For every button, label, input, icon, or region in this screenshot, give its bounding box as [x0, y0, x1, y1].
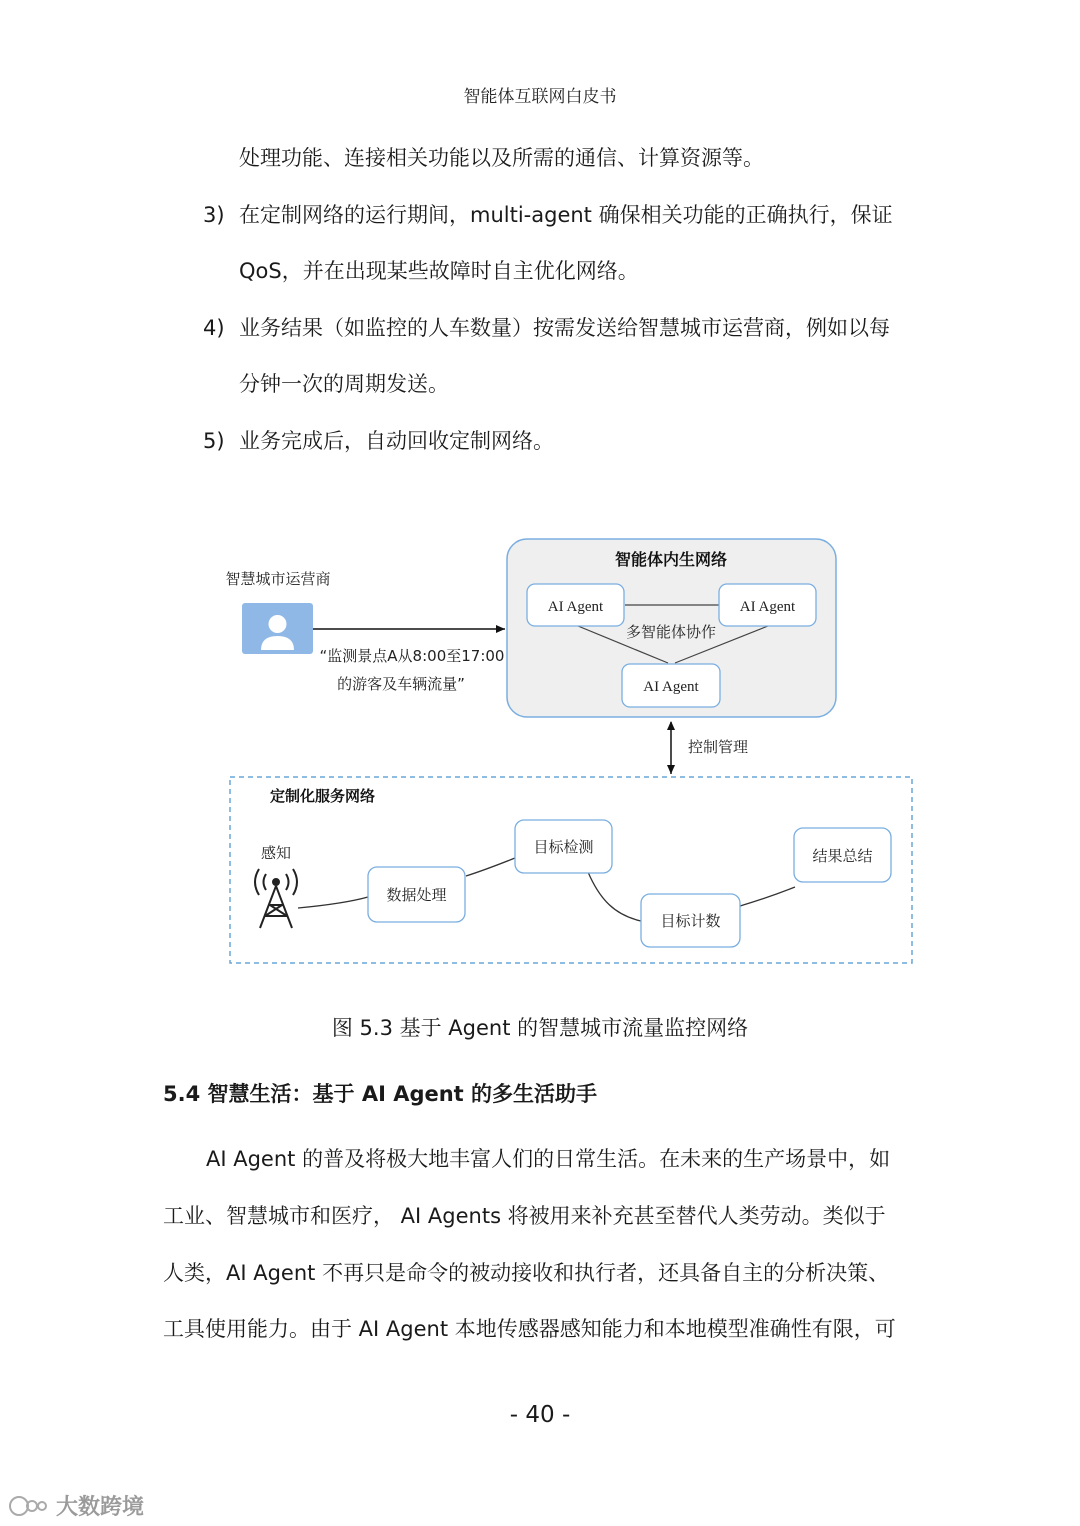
page-number: - 40 - — [509, 1402, 571, 1428]
svg-text:AI Agent: AI Agent — [739, 599, 796, 615]
ai-agent-node-1 — [527, 584, 624, 626]
watermark-logo-icon — [8, 1493, 50, 1519]
request-line-1: “监测景点A从8:00至17:00 — [319, 647, 505, 665]
ai-agent-node-2 — [719, 584, 816, 626]
list-item-3-line1: 在定制网络的运行期间，multi-agent 确保相关功能的正确执行，保证 — [239, 203, 893, 227]
body-line-1: AI Agent 的普及将极大地丰富人们的日常生活。在未来的生产场景中，如 — [206, 1147, 891, 1171]
body-line-4: 工具使用能力。由于 AI Agent 本地传感器感知能力和本地模型准确性有限，可 — [163, 1317, 896, 1341]
list-item-5-line1: 业务完成后，自动回收定制网络。 — [239, 429, 554, 453]
sense-label: 感知 — [260, 844, 292, 862]
list-item-4-line1: 业务结果（如监控的人车数量）按需发送给智慧城市运营商，例如以每 — [239, 316, 890, 340]
watermark — [8, 1490, 144, 1521]
service-network-title: 定制化服务网络 — [270, 787, 376, 805]
list-item-5-number: 5) — [203, 429, 225, 453]
list-item-4-number: 4) — [203, 316, 225, 340]
control-label: 控制管理 — [688, 738, 749, 756]
body-line-2: 工业、智慧城市和医疗， AI Agents 将被用来补充甚至替代人类劳动。类似于 — [163, 1204, 886, 1228]
svg-text:AI Agent: AI Agent — [643, 679, 699, 695]
user-avatar-icon — [242, 603, 313, 654]
section-heading: 5.4 智慧生活：基于 AI Agent 的多生活助手 — [163, 1082, 598, 1106]
node-result-summary — [794, 828, 891, 882]
list-item-3-number: 3) — [203, 203, 225, 227]
native-network-title: 智能体内生网络 — [614, 550, 728, 569]
svg-text:目标计数: 目标计数 — [660, 912, 721, 930]
collaboration-label: 多智能体协作 — [625, 623, 717, 641]
list-item-3-line2: QoS，并在出现某些故障时自主优化网络。 — [239, 259, 639, 283]
ai-agent-node-3 — [622, 664, 720, 707]
figure-caption: 图 5.3 基于 Agent 的智慧城市流量监控网络 — [331, 1016, 749, 1040]
svg-text:结果总结: 结果总结 — [812, 847, 873, 865]
signal-tower-icon — [255, 869, 297, 928]
request-line-2: 的游客及车辆流量” — [337, 675, 465, 693]
node-data-processing — [368, 867, 465, 922]
watermark-text: 大数跨境 — [56, 1495, 145, 1520]
list-item-4-line2: 分钟一次的周期发送。 — [239, 372, 449, 396]
node-target-detection — [515, 820, 612, 873]
page-header: 智能体互联网白皮书 — [463, 87, 617, 107]
node-target-counting — [641, 894, 740, 947]
svg-text:目标检测: 目标检测 — [533, 838, 594, 856]
operator-label: 智慧城市运营商 — [225, 570, 331, 588]
body-line-3: 人类，AI Agent 不再只是命令的被动接收和执行者，还具备自主的分析决策、 — [163, 1261, 890, 1285]
list-continuation: 处理功能、连接相关功能以及所需的通信、计算资源等。 — [239, 146, 764, 170]
svg-text:数据处理: 数据处理 — [386, 886, 447, 904]
svg-text:AI Agent: AI Agent — [547, 599, 604, 615]
